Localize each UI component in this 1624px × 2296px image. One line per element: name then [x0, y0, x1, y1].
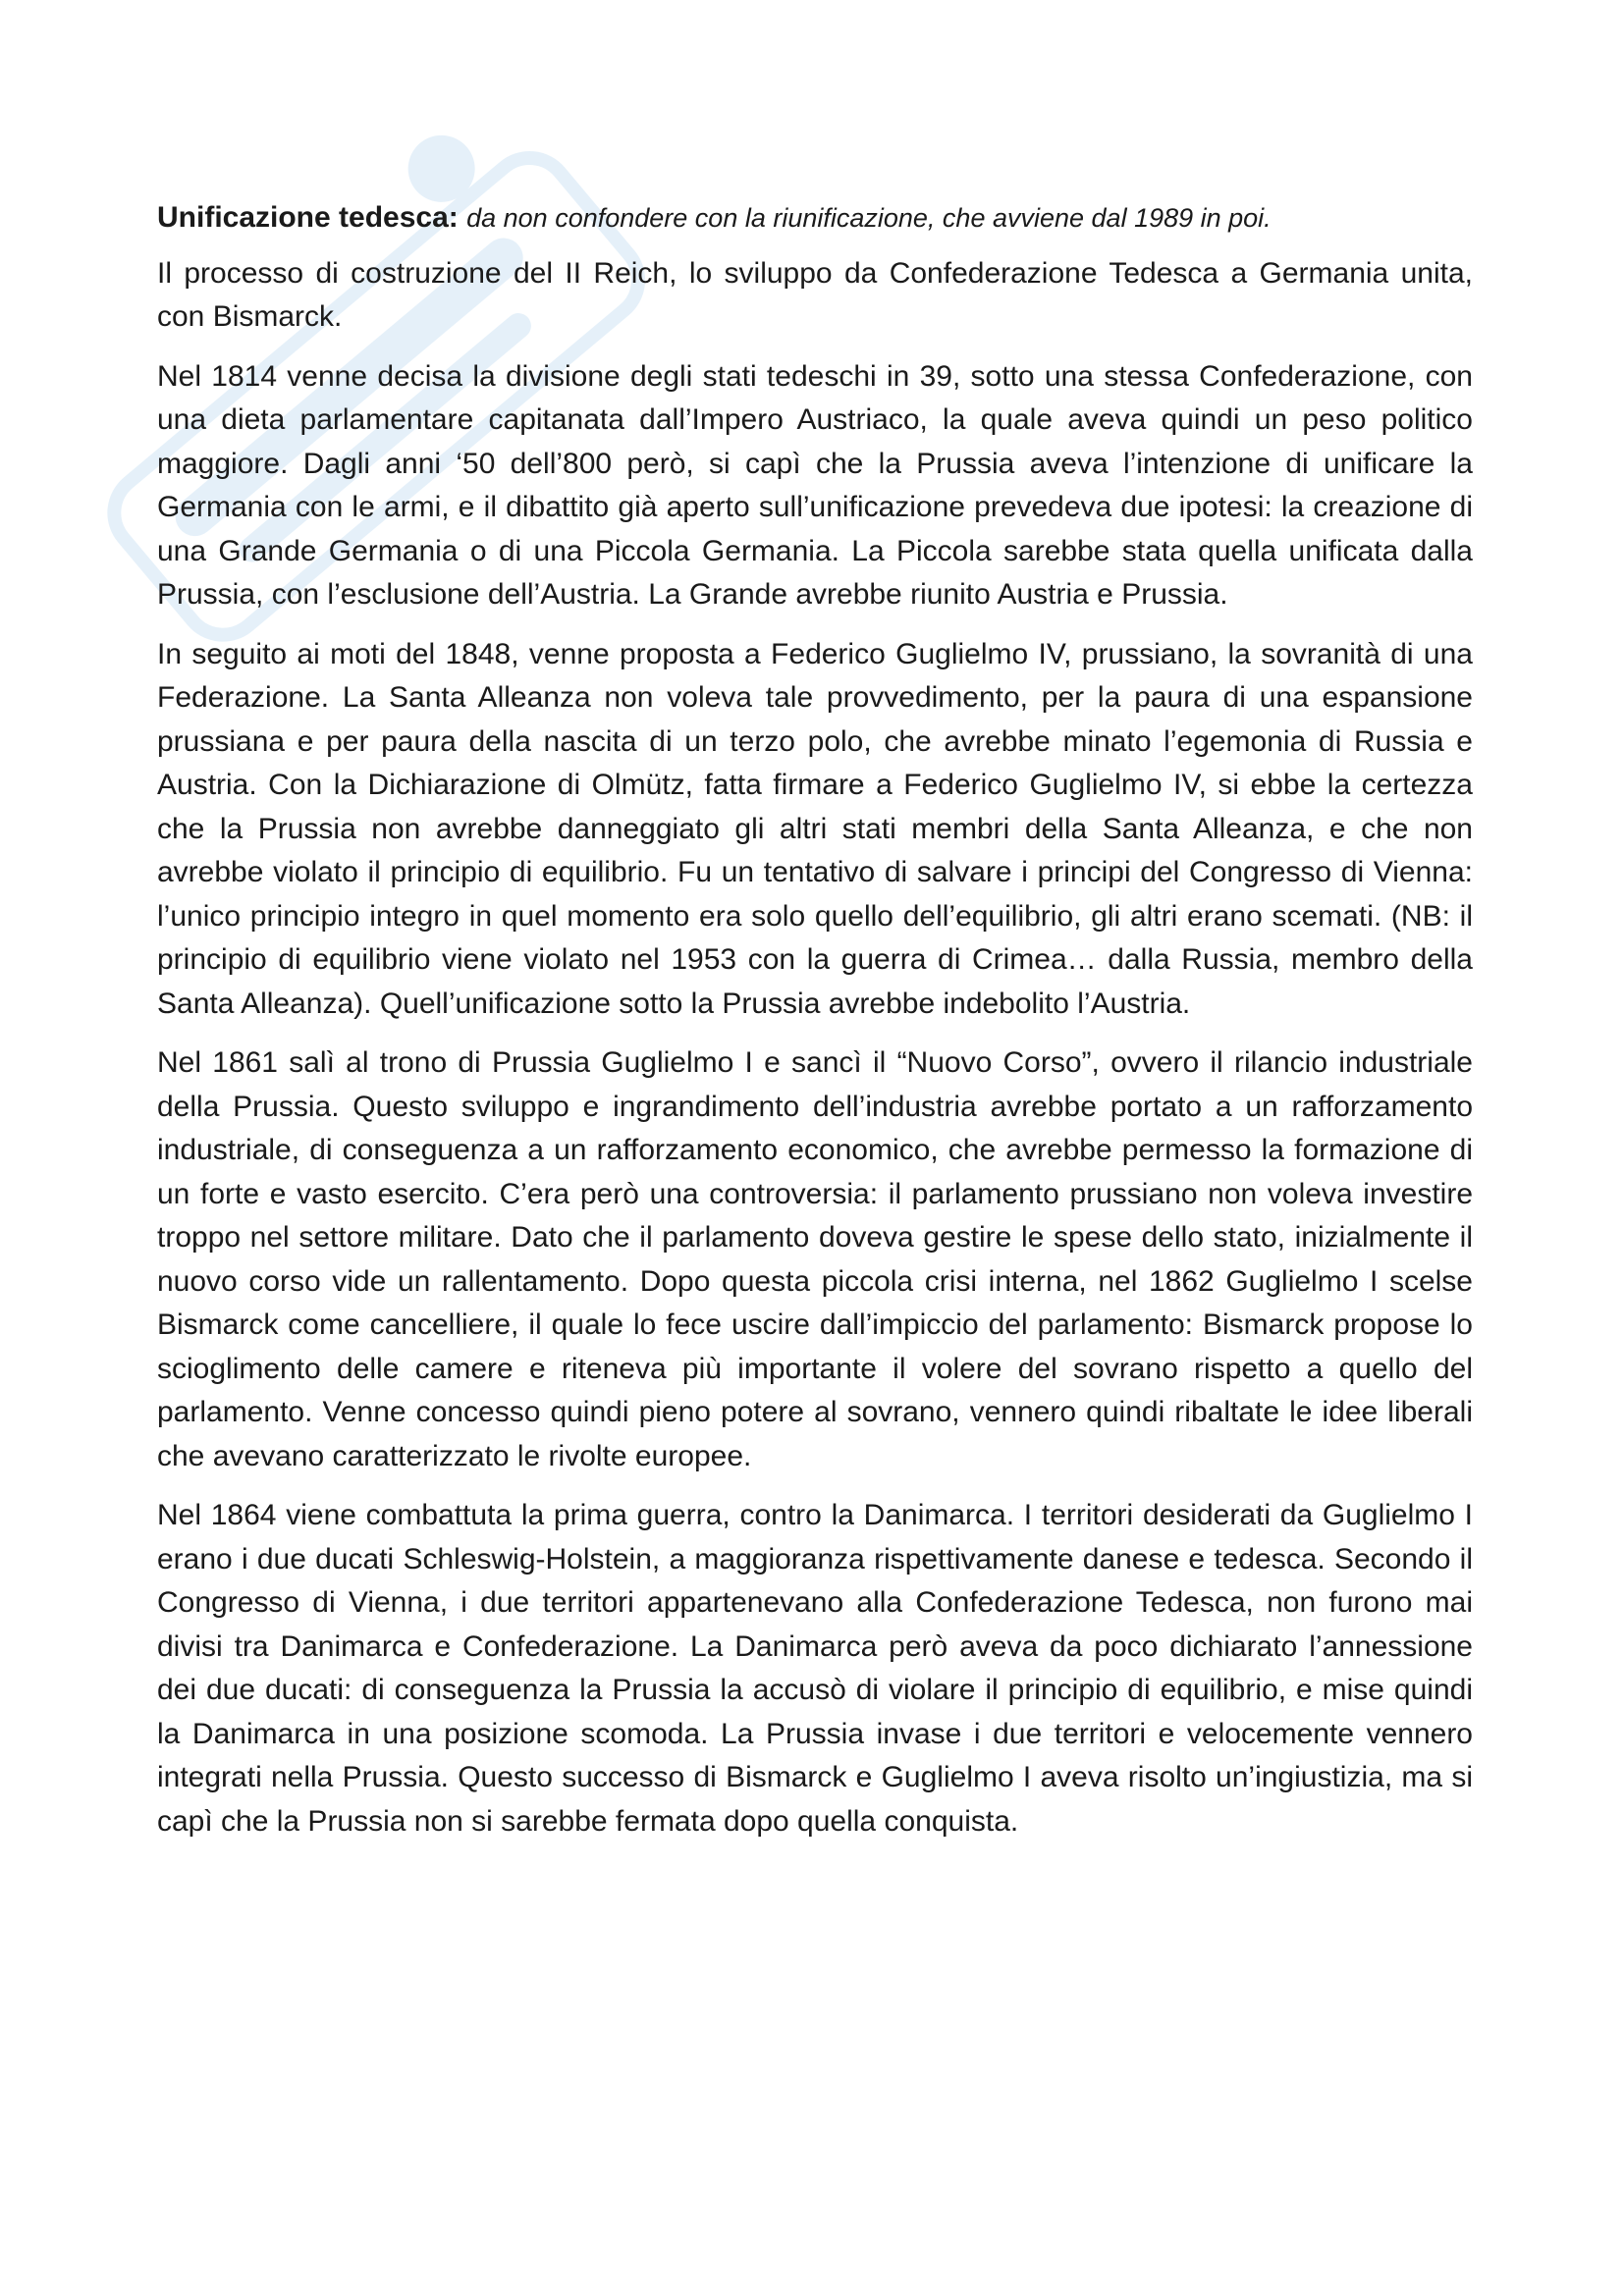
- paragraph-moti-1848: In seguito ai moti del 1848, venne proposta a Federico Guglielmo IV, prussiano, la sovranità di una Federazione. La Santa Alleanza non voleva tale provvedimento, per la paura di una espansione prussiana e per paura della nascita di un terzo polo, che avrebbe minato l’egemonia di Russia e Austria. Con la Dichiarazione di Olmütz, fatta firmare a Federico Guglielmo IV, si ebbe la certezza che la Prussia non avrebbe danneggiato gli altri stati membri della Santa Alleanza, e che non avrebbe violato il principio di equilibrio. Fu un tentativo di salvare i principi del Congresso di Vienna: l’unico principio integro in quel momento era solo quello dell’equilibrio, gli altri erano scemati. (NB: il principio di equilibrio viene violato nel 1953 con la guerra di Crimea… dalla Russia, membro della Santa Alleanza). Quell’unificazione sotto la Prussia avrebbe indebolito l’Austria.: [157, 637, 1473, 1020]
- document-body: [157, 196, 1473, 1859]
- title-line: [157, 196, 1473, 240]
- paragraph-intro: Il processo di costruzione del II Reich, lo sviluppo da Confederazione Tedesca a Germania unita, con Bismarck.: [157, 256, 1473, 333]
- paragraph-confederazione: Nel 1814 venne decisa la divisione degli stati tedeschi in 39, sotto una stessa Confederazione, con una dieta parlamentare capitanata dall’Impero Austriaco, la quale aveva quindi un peso politico maggiore. Dagli anni ‘50 dell’800 però, si capì che la Prussia aveva l’intenzione di unificare la Germania con le armi, e il dibattito già aperto sull’unificazione prevedeva due ipotesi: la creazione di una Grande Germania o di una Piccola Germania. La Piccola sarebbe stata quella unificata dalla Prussia, con l’esclusione dell’Austria. La Grande avrebbe riunito Austria e Prussia.: [157, 359, 1473, 611]
- document-subtitle: da non confondere con la riunificazione, che avviene dal 1989 in poi.: [466, 203, 1272, 233]
- document-title: Unificazione tedesca:: [157, 201, 459, 234]
- paragraph-nuovo-corso: Nel 1861 salì al trono di Prussia Guglielmo I e sancì il “Nuovo Corso”, ovvero il rilancio industriale della Prussia. Questo sviluppo e ingrandimento dell’industria avrebbe portato a un rafforzamento industriale, di conseguenza a un rafforzamento economico, che avrebbe permesso la formazione di un forte e vasto esercito. C’era però una controversia: il parlamento prussiano non voleva investire troppo nel settore militare. Dato che il parlamento doveva gestire le spese dello stato, inizialmente il nuovo corso vide un rallentamento. Dopo questa piccola crisi interna, nel 1862 Guglielmo I scelse Bismarck come cancelliere, il quale lo fece uscire dall’impiccio del parlamento: Bismarck propose lo scioglimento delle camere e riteneva più importante il volere del sovrano rispetto a quello del parlamento. Venne concesso quindi pieno potere al sovrano, vennero quindi ribaltate le idee liberali che avevano caratterizzato le rivolte europee.: [157, 1046, 1473, 1472]
- paragraph-guerra-danimarca: Nel 1864 viene combattuta la prima guerra, contro la Danimarca. I territori desiderati da Guglielmo I erano i due ducati Schleswig-Holstein, a maggioranza rispettivamente danese e tedesca. Secondo il Congresso di Vienna, i due territori appartenevano alla Confederazione Tedesca, non furono mai divisi tra Danimarca e Confederazione. La Danimarca però aveva da poco dichiarato l’annessione dei due ducati: di conseguenza la Prussia la accusò di violare il principio di equilibrio, e mise quindi la Danimarca in una posizione scomoda. La Prussia invase i due territori e velocemente vennero integrati nella Prussia. Questo successo di Bismarck e Guglielmo I aveva risolto un’ingiustizia, ma si capì che la Prussia non si sarebbe fermata dopo quella conquista.: [157, 1499, 1473, 1838]
